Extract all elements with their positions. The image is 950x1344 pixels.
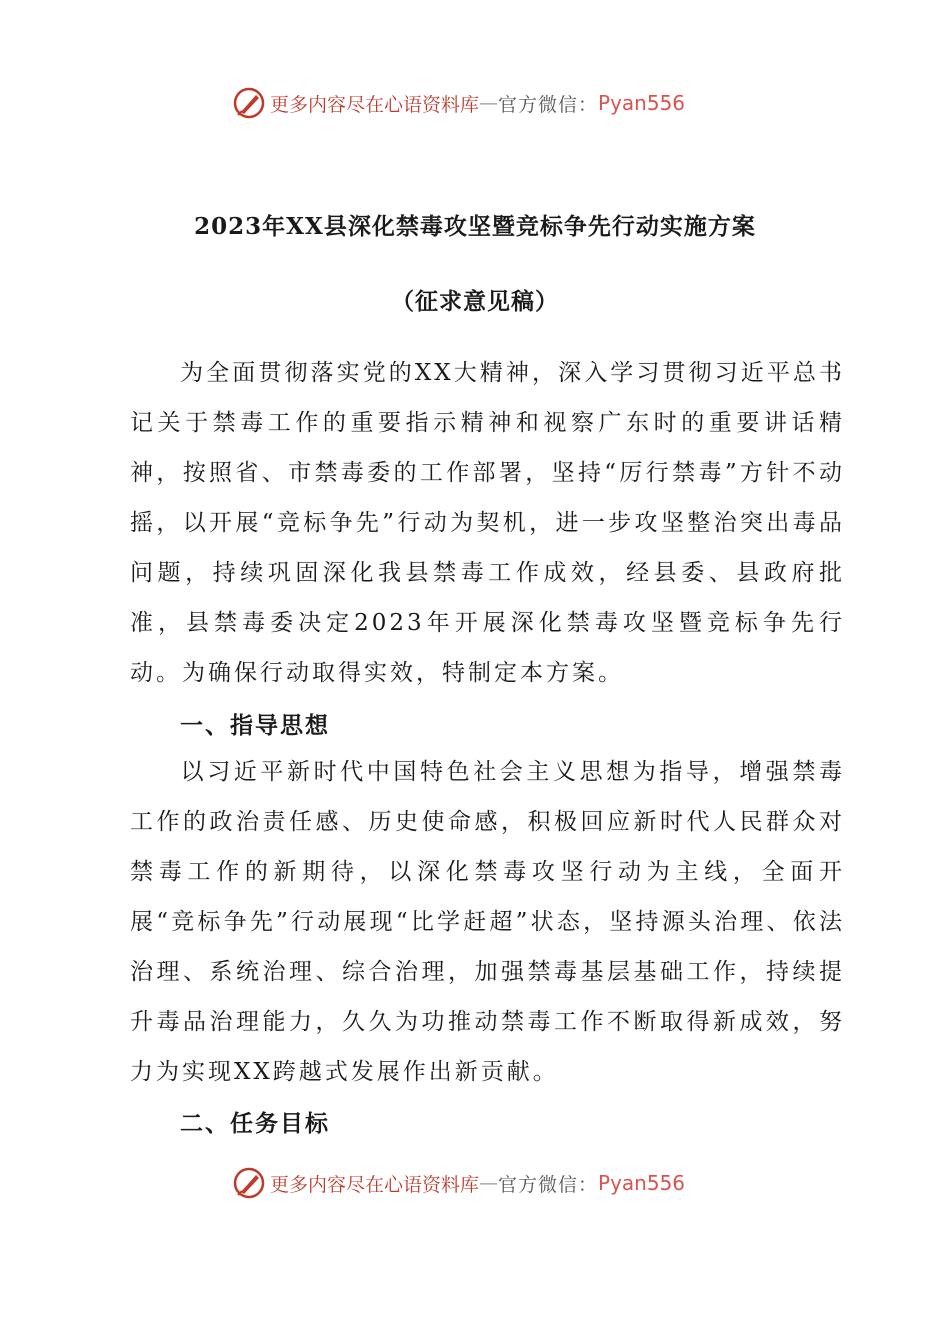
intro-paragraph	[130, 348, 845, 698]
watermark-dash: —	[479, 92, 499, 114]
quill-logo-icon	[232, 86, 266, 120]
intro-text: 为全面贯彻落实党的XX大精神，深入学习贯彻习近平总书记关于禁毒工作的重要指示精神和视察广东时的重要讲话精神，按照省、市禁毒委的工作部署，坚持“厉行禁毒”方针不动摇，以开展“竞标争先”行动为契机，进一步攻坚整治突出毒品问题，持续巩固深化我县禁毒工作成效，经县委、县政府批准，县禁毒委决定2023年开展深化禁毒攻坚暨竞标争先行动。为确保行动取得实效，特制定本方案。	[130, 360, 845, 686]
watermark-official-label: 官方微信：	[498, 93, 599, 116]
section-1-paragraph	[130, 747, 845, 1097]
watermark-main-text: 更多内容尽在心语资料库	[270, 93, 480, 116]
section-1-text: 以习近平新时代中国特色社会主义思想为指导，增强禁毒工作的政治责任感、历史使命感，积极回应新时代人民群众对禁毒工作的新期待，以深化禁毒攻坚行动为主线，全面开展“竞标争先”行动展现“比学赶超”状态，坚持源头治理、依法治理、系统治理、综合治理，加强禁毒基层基础工作，持续提升毒品治理能力，久久为功推动禁毒工作不断取得新成效，努力为实现XX跨越式发展作出新贡献。	[130, 759, 845, 1085]
watermark-wechat-id: Pyan556	[598, 91, 686, 115]
watermark-banner-bottom	[232, 1165, 685, 1201]
quill-logo-icon	[232, 1166, 266, 1200]
watermark-wechat-id: Pyan556	[598, 1171, 686, 1195]
watermark-main-text: 更多内容尽在心语资料库	[270, 1173, 480, 1196]
section-1-heading: 一、指导思想	[180, 712, 330, 739]
watermark-dash: —	[479, 1172, 499, 1194]
document-subtitle: （征求意见稿）	[391, 288, 559, 315]
document-title: 2023年XX县深化禁毒攻坚暨竞标争先行动实施方案	[194, 213, 756, 240]
watermark-banner-top	[232, 85, 685, 121]
section-2-heading: 二、任务目标	[180, 1110, 330, 1137]
watermark-official-label: 官方微信：	[498, 1173, 599, 1196]
